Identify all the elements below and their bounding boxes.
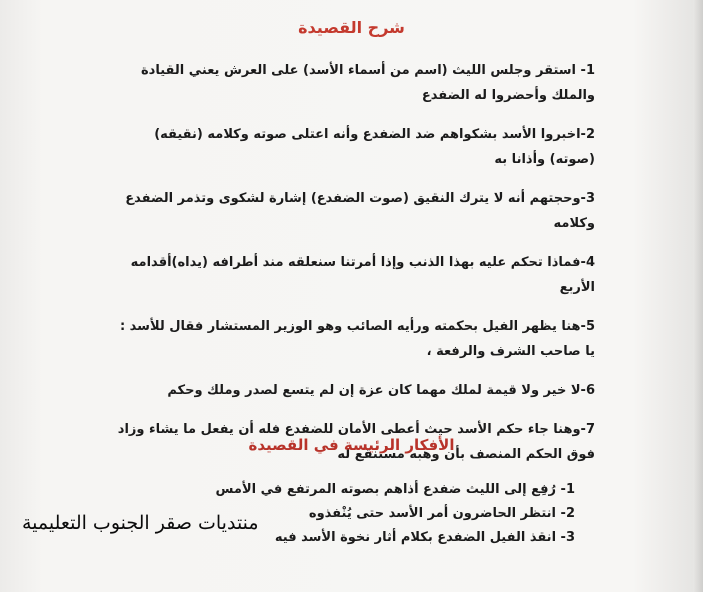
document-title: شرح القصيدة (298, 18, 405, 37)
main-idea-item: 2- انتظر الحاضرون أمر الأسد حتى يُنْفذوه (308, 506, 575, 521)
forum-watermark: منتديات صقر الجنوب التعليمية (22, 512, 259, 534)
explanation-point: 1- استقر وجلس الليث (اسم من أسماء الأسد) على العرش يعني القيادة والملك وأحضروا له الضفدع (141, 63, 595, 103)
main-idea-item: 1- رُفِع إلى الليث ضفدع أذاهم بصوته المرتفع في الأمس (215, 482, 575, 497)
explanation-point: 6-لا خير ولا قيمة لملك مهما كان عزة إن لم يتسع لصدر وملك وحكم (167, 383, 595, 398)
explanation-list (107, 58, 595, 481)
explanation-point: 2-اخبروا الأسد بشكواهم ضد الضفدع وأنه اعتلى صوته وكلامه (نقيقه) (صوته) وأذانا به (154, 127, 595, 167)
explanation-point: 4-فماذا تحكم عليه بهذا الذنب وإذا أمرتنا سنعلقه مند أطرافه (يداه)أقدامه الأربع (130, 255, 595, 295)
main-ideas-title: الأفكار الرئيسة في القصيدة (248, 436, 455, 454)
explanation-point: 3-وحجتهم أنه لا يترك النقيق (صوت الضفدع) إشارة لشكوى وتذمر الضفدع وكلامه (125, 191, 595, 231)
page-edge-shadow (693, 0, 703, 592)
explanation-point: 5-هنا يظهر الفيل بحكمته ورأيه الصائب وهو الوزير المستشار فقال للأسد : يا صاحب الشرف والرفعة ، (119, 319, 595, 359)
main-idea-item: 3- انقذ الفيل الضفدع بكلام أثار نخوة الأسد فيه (274, 530, 575, 545)
explanation-point: 7-وهنا جاء حكم الأسد حيث أعطى الأمان للضفدع فله أن يفعل ما يشاء وزاد فوق الحكم المنصف بأن وهبه مستنقع له (117, 422, 595, 462)
